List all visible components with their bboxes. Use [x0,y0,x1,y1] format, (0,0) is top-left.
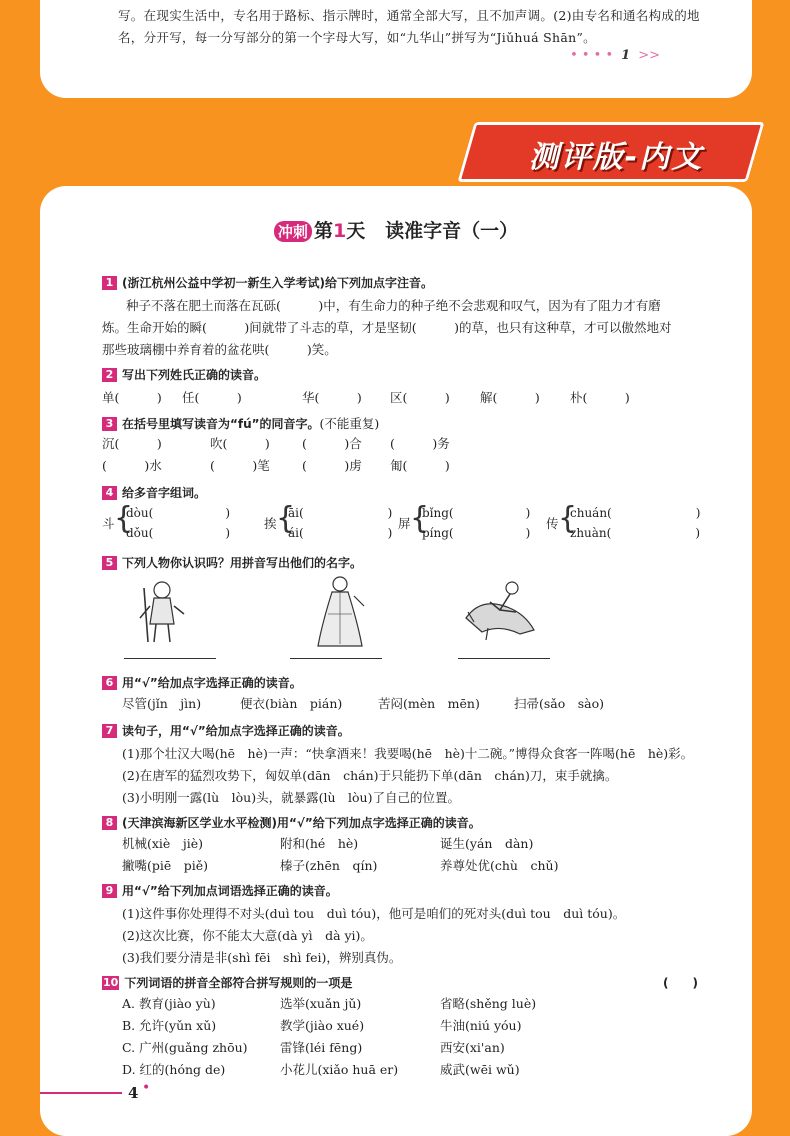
q9-line-3: (3)我们要分清是非(shì fēi shì fei)，辨别真伪。 [122,950,402,965]
question-text: 下列词语的拼音全部符合拼写规则的一项是 [124,976,353,990]
question-text: 读句子，用“√”给加点字选择正确的读音。 [122,724,350,738]
q10-option: 西安(xi'an) [440,1040,505,1055]
answer-line[interactable] [458,658,550,659]
q10-option: D. 红的(hóng de) [122,1062,226,1077]
previous-page-number [570,48,660,63]
q3-item: 匍( ) [390,458,450,473]
q3-item: ( )虏 [302,458,362,473]
q10-option: C. 广州(guǎng zhōu) [122,1040,248,1055]
q4-reading: píng( ) [422,526,531,540]
question-3 [102,414,379,432]
q10-option: 选举(xuǎn jǔ) [280,996,362,1011]
brace-icon: { [114,501,134,536]
q8-item: 撇嘴(piē piě) [122,858,209,873]
q4-reading: zhuàn( ) [570,526,701,540]
brace-icon: { [276,501,296,536]
q1-line-1: 种子不落在肥土而落在瓦砾( )中，有生命力的种子绝不会悲观和叹气，因为有了阻力才有磨 [126,298,661,313]
question-text: 下列人物你认识吗？用拼音写出他们的名字。 [122,556,363,570]
q2-item: 解( ) [480,390,540,405]
q10-option: 小花儿(xiǎo huā er) [280,1062,399,1077]
answer-line[interactable] [290,658,382,659]
q1-line-3: 那些玻璃棚中养育着的盆花哄( )笑。 [102,342,337,357]
question-number: 8 [102,816,117,830]
page-num: 1 [621,48,631,63]
q6-item: 扫帚(sǎo sào) [514,696,605,711]
q6-item: 尽管(jǐn jìn) [122,696,202,711]
page-number: 4 [128,1084,139,1102]
brace-icon: { [558,501,578,536]
q10-option: 省略(shěng luè) [440,996,537,1011]
question-number: 6 [102,676,117,690]
q2-item: 单( ) [102,390,162,405]
q1-line-2: 炼。生命开始的瞬( )间就带了斗志的草，才是坚韧( )的草，也只有这种草，才可以傲然地对 [102,320,672,335]
q9-line-2: (2)这次比赛，你不能太大意(dà yì dà yi)。 [122,928,373,943]
question-note: (不能重复) [319,416,380,431]
q3-item: ( )笔 [210,458,270,473]
q3-item: ( )合 [302,436,362,451]
title-day-num: 1 [332,220,347,242]
question-5 [102,554,362,571]
question-2 [102,366,266,383]
title-day-pre: 第 [313,220,333,242]
question-number: 4 [102,486,117,500]
question-number: 1 [102,276,117,290]
q10-option: 牛油(niú yóu) [440,1018,522,1033]
monkey-king-illustration [134,578,194,648]
previous-content-card [40,0,752,98]
previous-text-line-1: 写。在现实生活中，专名用于路标、指示牌时，通常全部大写，且不加声调。(2)由专名和通名构成的地 [118,8,700,23]
q3-item: ( )务 [390,436,450,451]
question-text: 在括号里填写读音为“fú”的同音字。 [122,417,320,431]
question-text: 给多音字组词。 [122,486,207,500]
q8-item: 榛子(zhēn qín) [280,858,378,873]
page-dot: • [142,1080,151,1096]
q8-item: 机械(xiè jiè) [122,836,203,851]
question-text: (浙江杭州公益中学初一新生入学考试)给下列加点字注音。 [122,276,433,290]
q2-item: 朴( ) [570,390,630,405]
question-text: 用“√”给加点字选择正确的读音。 [122,676,302,690]
q10-option: 雷锋(léi fēng) [280,1040,363,1055]
question-8 [102,814,481,831]
q3-item: ( )水 [102,458,162,473]
q4-char: 屏 [398,516,411,531]
q2-item: 华( ) [302,390,362,405]
q4-reading: chuán( ) [570,506,701,520]
previous-text-line-2: 名，分开写，每一分写部分的第一个字母大写，如“九华山”拼写为“Jiǔhuá Shān”。 [118,30,596,45]
q4-char: 挨 [264,516,277,531]
q3-item: 沉( ) [102,436,162,451]
answer-bracket[interactable]: ( ) [663,976,698,990]
q4-reading: dòu( ) [126,506,230,520]
question-text: 用“√”给下列加点词语选择正确的读音。 [122,884,338,898]
question-6 [102,674,302,691]
question-number: 10 [103,976,119,989]
question-number: 7 [102,724,117,738]
q4-reading: bǐng( ) [422,506,531,520]
q8-item: 附和(hé hè) [280,836,359,851]
q4-reading: dǒu( ) [126,526,230,540]
page-dots: • • • • [570,48,614,63]
question-number: 2 [102,368,117,382]
q3-item: 吹( ) [210,436,270,451]
q2-item: 任( ) [182,390,242,405]
worksheet-card [40,186,752,1136]
q10-option: 教学(jiào xué) [280,1018,365,1033]
answer-line[interactable] [124,658,216,659]
footer-rule [40,1092,122,1094]
q4-char: 斗 [102,516,115,531]
tiger-fighter-illustration [460,578,540,644]
question-text: 写出下列姓氏正确的读音。 [122,368,267,382]
question-text: (天津滨海新区学业水平检测)用“√”给下列加点字选择正确的读音。 [122,816,481,830]
q6-item: 便衣(biàn pián) [240,696,343,711]
q10-option: A. 教育(jiào yù) [122,996,216,1011]
q4-reading: āi( ) [288,506,393,520]
q4-reading: ái( ) [288,526,393,540]
q6-item: 苦闷(mèn mēn) [378,696,480,711]
q7-line-1: (1)那个壮汉大喝(hē hè)一声：“快拿酒来！我要喝(hē hè)十二碗。”博得众食客一阵喝(hē hè)彩。 [122,746,694,761]
q4-char: 传 [546,516,559,531]
question-4 [102,484,206,501]
q8-item: 养尊处优(chù chǔ) [440,858,559,873]
worksheet-title [40,216,752,243]
question-number: 5 [102,556,117,570]
title-day-post: 天 [346,220,366,242]
ancient-figure-illustration [310,574,370,652]
q7-line-3: (3)小明刚一露(lù lòu)头，就暴露(lù lòu)了自己的位置。 [122,790,460,805]
question-number: 9 [102,884,117,898]
q10-option: 威武(wēi wǔ) [440,1062,520,1077]
q10-option: B. 允许(yǔn xǔ) [122,1018,217,1033]
page-arrows: >> [638,48,660,63]
brace-icon: { [410,501,430,536]
sprint-badge: 冲刺 [274,221,312,242]
question-10 [102,974,352,991]
q9-line-1: (1)这件事你处理得不对头(duì tou duì tóu)，他可是咱们的死对头(duì tou duì tóu)。 [122,906,626,921]
question-number: 3 [102,417,117,431]
banner-title: 测评版-内文 [528,140,704,175]
title-name: 读准字音（一） [385,220,519,242]
q2-item: 区( ) [390,390,450,405]
q7-line-2: (2)在唐军的猛烈攻势下，匈奴单(dān chán)于只能扔下单(dān chán)刀，束手就擒。 [122,768,618,783]
q8-item: 诞生(yán dàn) [440,836,534,851]
question-1 [102,274,433,291]
question-9 [102,882,338,899]
question-7 [102,722,350,739]
